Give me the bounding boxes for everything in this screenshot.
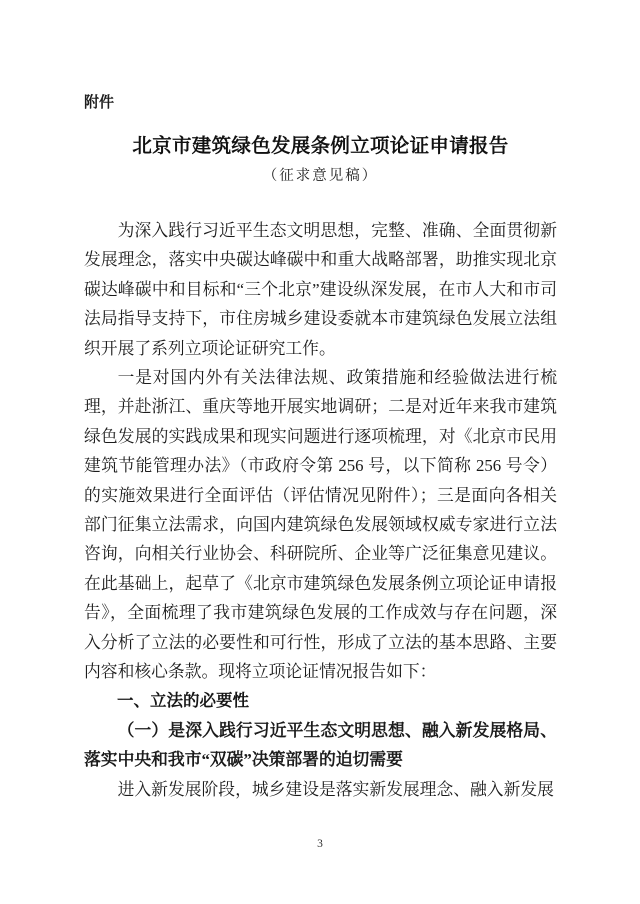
subsection-heading-1: （一）是深入践行习近平生态文明思想、融入新发展格局、落实中央和我市“双碳”决策部署的迫切需要: [84, 720, 557, 770]
document-subtitle: （征求意见稿）: [262, 168, 379, 184]
document-body: [84, 216, 557, 804]
paragraph-2: 一是对国内外有关法律法规、政策措施和经验做法进行梳理，并赴浙江、重庆等地开展实地调研；二是对近年来我市建筑绿色发展的实践成果和现实问题进行逐项梳理，对《北京市民用建筑节能管理办法》（市政府令第 256 号，以下简称 256 号令）的实施效果进行全面评估（评估情况见附件）；三是面向各相关部门征集立法需求，向国内建筑绿色发展领域权威专家进行立法咨询，向相关行业协会、科研院所、企业等广泛征集意见建议。在此基础上，起草了《北京市建筑绿色发展条例立项论证申请报告》，全面梳理了我市建筑绿色发展的工作成效与存在问题，深入分析了立法的必要性和可行性，形成了立法的基本思路、主要内容和核心条款。现将立项论证情况报告如下：: [84, 368, 557, 682]
document-content: [84, 0, 557, 804]
paragraph-3: 进入新发展阶段，城乡建设是落实新发展理念、融入新发展: [117, 779, 554, 799]
document-title: 北京市建筑绿色发展条例立项论证申请报告: [132, 136, 509, 157]
page-number: 3: [317, 838, 323, 850]
paragraph-1: 为深入践行习近平生态文明思想，完整、准确、全面贯彻新发展理念，落实中央碳达峰碳中和重大战略部署，助推实现北京碳达峰碳中和目标和“三个北京”建设纵深发展，在市人大和市司法局指导支持下，市住房城乡建设委就本市建筑绿色发展立法组织开展了系列立项论证研究工作。: [84, 221, 557, 358]
section-heading-necessity: 一、立法的必要性: [117, 691, 249, 710]
attachment-label: 附件: [84, 94, 115, 111]
